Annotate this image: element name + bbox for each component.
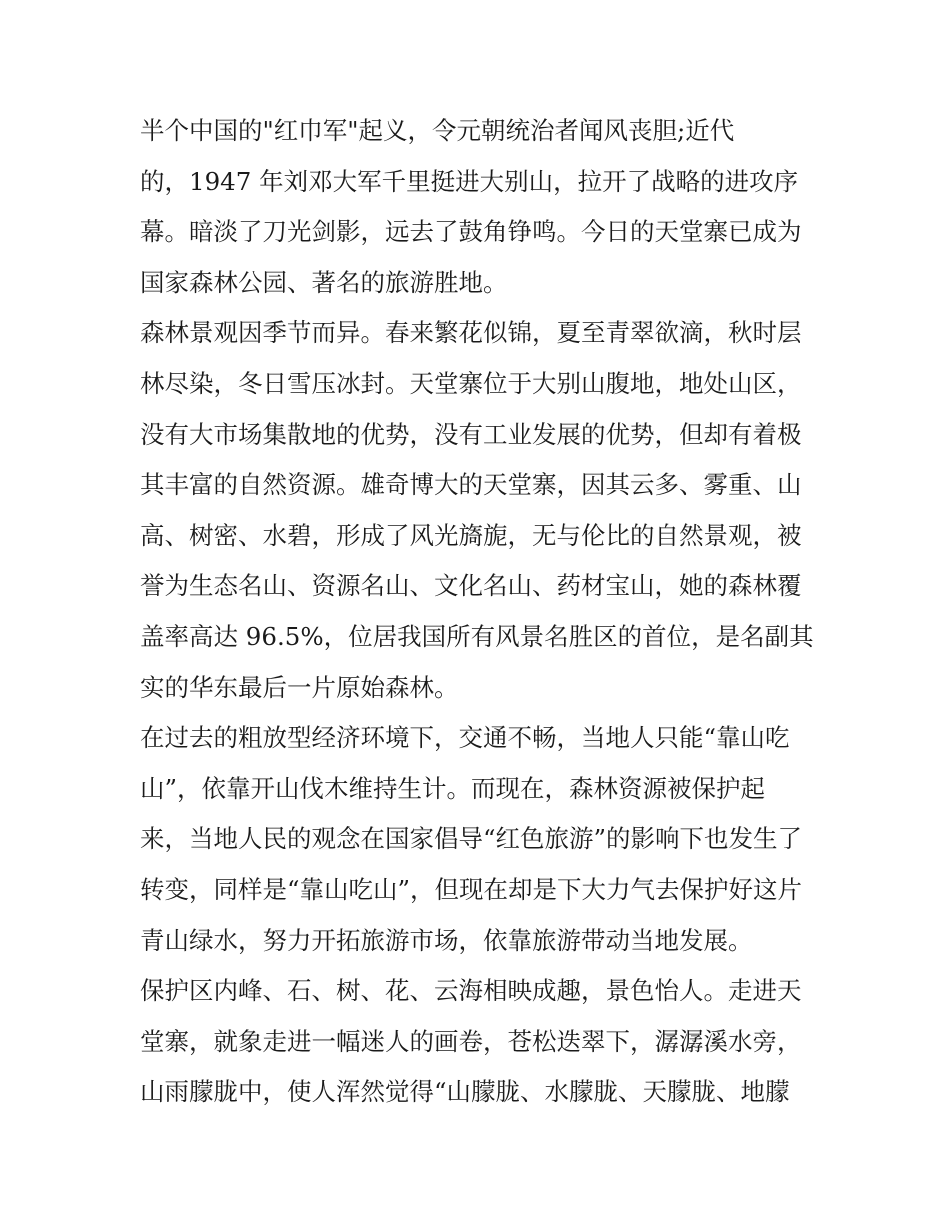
text-line-4: 国家森林公园、著名的旅游胜地。	[140, 267, 508, 297]
text-line-14: 山”，依靠开山伐木维持生计。而现在，森林资源被保护起	[140, 773, 766, 803]
text-line-15: 来，当地人民的观念在国家倡导“红色旅游”的影响下也发生了	[140, 824, 803, 854]
text-line-20: 山雨朦胧中，使人浑然觉得“山朦胧、水朦胧、天朦胧、地朦	[140, 1077, 790, 1107]
text-line-13: 在过去的粗放型经济环境下，交通不畅，当地人只能“靠山吃	[140, 723, 790, 753]
text-line-9: 高、树密、水碧，形成了风光旖旎，无与伦比的自然景观，被	[140, 520, 802, 550]
text-line-16: 转变，同样是“靠山吃山”，但现在却是下大力气去保护好这片	[140, 874, 803, 904]
text-line-19: 堂寨，就象走进一幅迷人的画卷，苍松迭翠下，潺潺溪水旁，	[140, 1026, 802, 1056]
text-line-18: 保护区内峰、石、树、花、云海相映成趣，景色怡人。走进天	[140, 976, 802, 1006]
body-text	[140, 106, 820, 1118]
text-line-2: 的，1947 年刘邓大军千里挺进大别山，拉开了战略的进攻序	[140, 166, 799, 196]
text-line-17: 青山绿水，努力开拓旅游市场，依靠旅游带动当地发展。	[140, 925, 753, 955]
text-line-1: 半个中国的"红巾军"起义，令元朝统治者闻风丧胆;近代	[140, 116, 735, 145]
text-line-8: 其丰富的自然资源。雄奇博大的天堂寨，因其云多、雾重、山	[140, 470, 802, 500]
text-line-12: 实的华东最后一片原始森林。	[140, 672, 459, 702]
text-line-10: 誉为生态名山、资源名山、文化名山、药材宝山，她的森林覆	[140, 571, 802, 601]
text-line-6: 林尽染，冬日雪压冰封。天堂寨位于大别山腹地，地处山区，	[140, 368, 802, 398]
text-line-5: 森林景观因季节而异。春来繁花似锦，夏至青翠欲滴，秋时层	[140, 318, 802, 348]
text-line-7: 没有大市场集散地的优势，没有工业发展的优势，但却有着极	[140, 419, 802, 449]
text-line-11: 盖率高达 96.5%，位居我国所有风景名胜区的首位，是名副其	[140, 621, 814, 651]
text-line-3: 幕。暗淡了刀光剑影，远去了鼓角铮鸣。今日的天堂寨已成为	[140, 217, 802, 247]
